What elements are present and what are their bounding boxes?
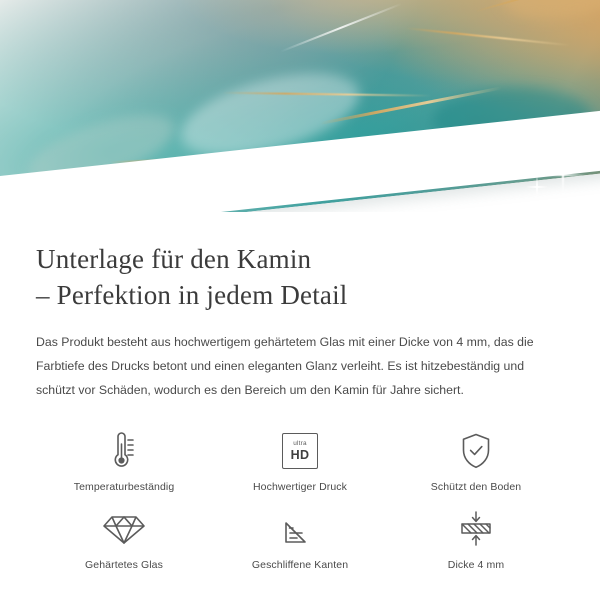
ultra-hd-icon [282,429,318,473]
feature-item-protects-floor [388,429,564,493]
feature-label: Hochwertiger Druck [253,481,347,494]
feature-label: Gehärtetes Glas [85,559,163,572]
content-section [0,242,600,571]
hero-product-image [0,0,600,212]
shield-check-icon [456,429,496,473]
polished-edges-icon [280,507,320,551]
sparkle-icon [526,176,548,198]
feature-label: Temperaturbeständig [73,481,175,494]
feature-item-temperature-resistant [36,429,212,493]
feature-label: Schützt den Boden [430,481,522,494]
hd-label: HD [290,447,310,462]
feature-label: Dicke 4 mm [447,559,505,572]
diamond-icon [102,507,146,551]
page-title-line-2: – Perfektion in jedem Detail [36,279,348,310]
feature-item-polished-edges [212,507,388,571]
ultra-label: ultra [293,440,307,448]
thermometer-icon [104,429,144,473]
feature-item-tempered-glass [36,507,212,571]
hero-canvas [0,0,600,212]
page-title [36,242,564,313]
page-title-line-1: Unterlage für den Kamin [36,244,312,274]
feature-label: Geschliffene Kanten [251,559,349,572]
feature-item-high-quality-print [212,429,388,493]
thickness-icon [456,507,496,551]
feature-grid [36,429,564,571]
description-paragraph: Das Produkt besteht aus hochwertigem gehärtetem Glas mit einer Dicke von 4 mm, das die Farbtiefe des Drucks betont und einen eleganten Glanz verleiht. Es ist hitzebeständig und schützt vor Schäden, wodurch es den Bereich um den Kamin für Jahre sichert. [36,335,534,398]
feature-item-thickness [388,507,564,571]
ultra-hd-box [282,433,318,469]
